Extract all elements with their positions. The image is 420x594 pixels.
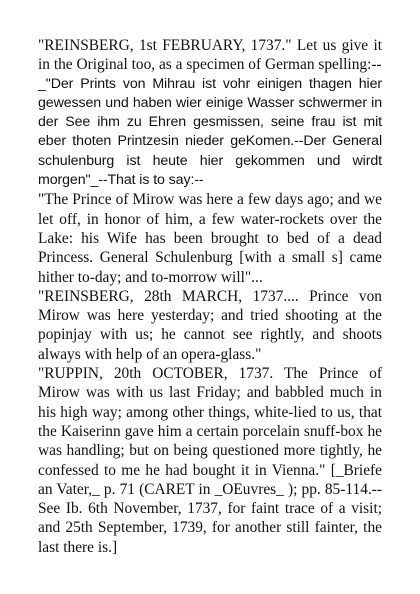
document-page: [38, 36, 382, 557]
paragraph-march-letter: "REINSBERG, 28th MARCH, 1737.... Prince von Mirow was here yesterday; and tried shooting at the popinjay with us; he cannot see rightly, and shoots always with help of an opera-glass.": [38, 287, 382, 363]
paragraph-intro: "REINSBERG, 1st FEBRUARY, 1737." Let us give it in the Original too, as a specimen of German spelling:--: [38, 37, 382, 74]
paragraph-translation: "The Prince of Mirow was here a few days ago; and we let off, in honor of him, a few water-rockets over the Lake: his Wife has been brought to bed of a dead Princess. General Schulenburg [with a small s] came hither to-day; and to-morrow will"...: [38, 191, 382, 286]
paragraph-german-original: _"Der Prints von Mihrau ist vohr einigen thagen hier gewessen und haben wier einige Wasser schwermer in der See ihm zu Ehren gesmissen, seine frau ist mit eber thoten Printzesin nieder geKomen.--Der General schulenburg ist heute hier gekommen und wirdt morgen"_--That is to say:--: [38, 75, 382, 189]
paragraph-october-letter: "RUPPIN, 20th OCTOBER, 1737. The Prince of Mirow was with us last Friday; and babbled much in his high way; among other things, white-lied to us, that the Kaiserinn gave him a certain porcelain snuff-box he was handling; but on being questioned more tightly, he confessed to me he had bought it in Vienna." [_Briefe an Vater,_ p. 71 (CARET in _OEuvres_ ); pp. 85-114.--See Ib. 6th November, 1737, for faint trace of a visit; and 25th September, 1739, for another still fainter, the last there is.]: [38, 365, 382, 556]
